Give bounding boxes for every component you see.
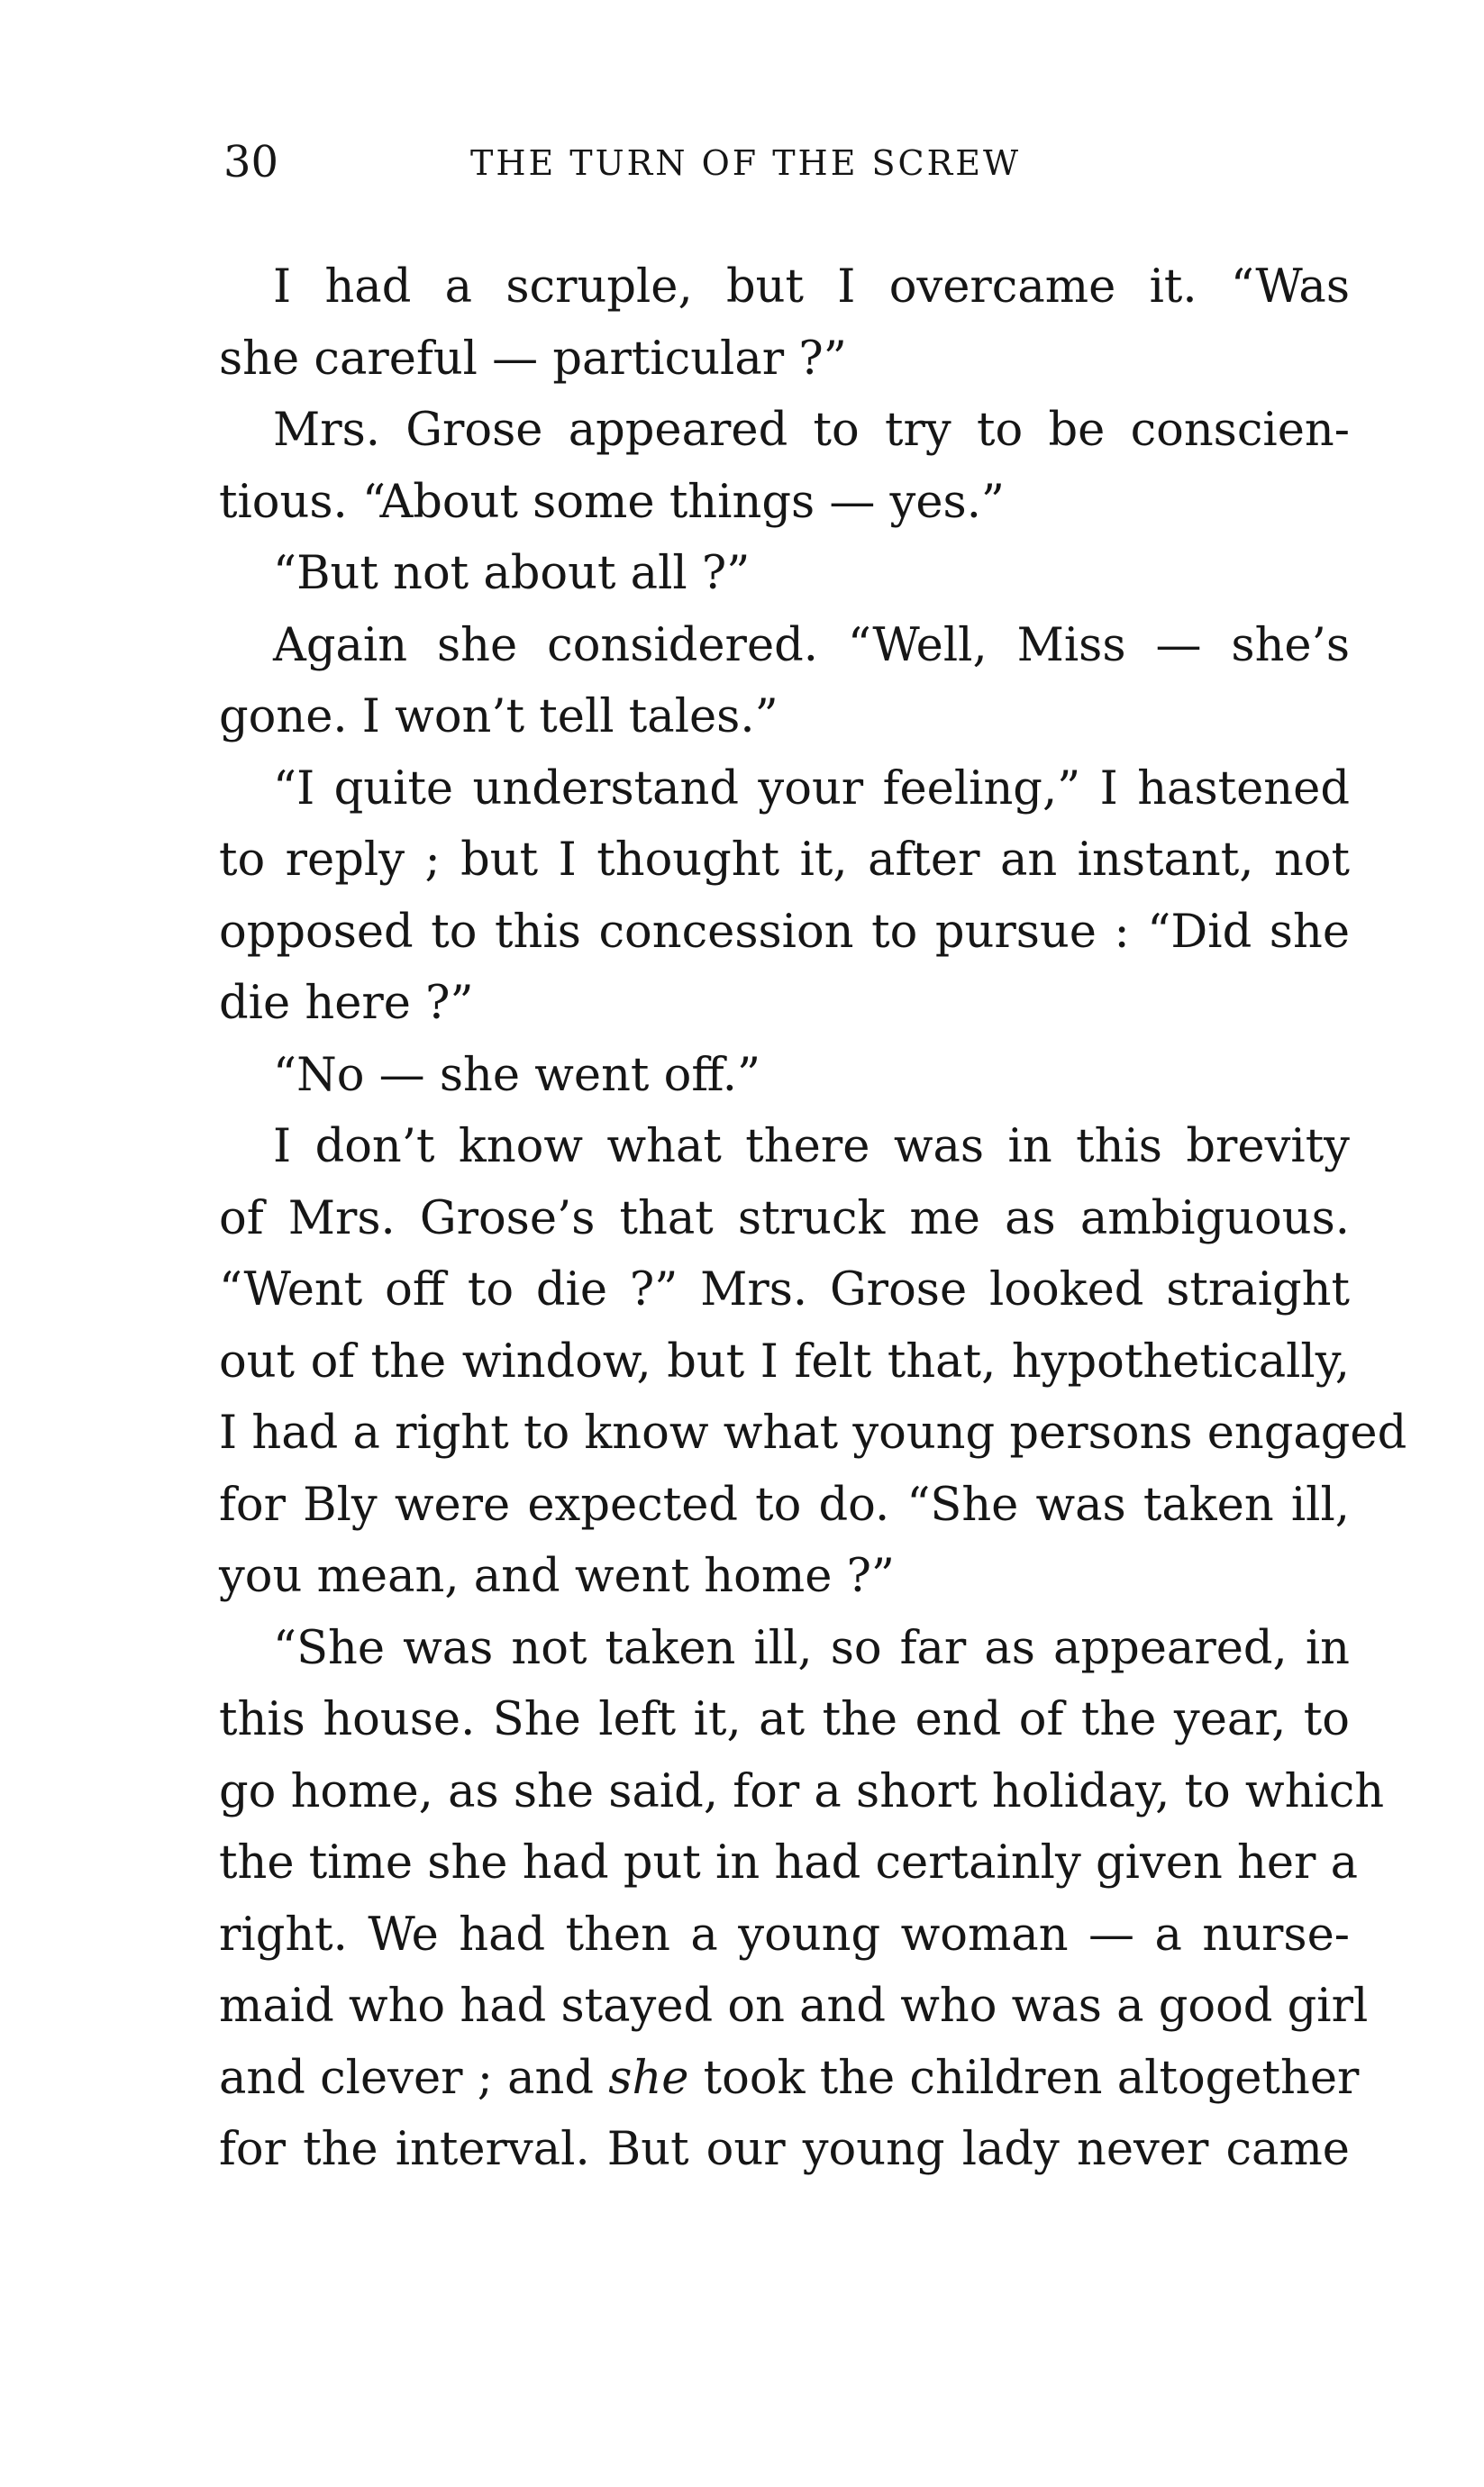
text-line: I had a right to know what young persons engaged xyxy=(219,1407,1407,1460)
text-line: the time she had put in had certainly given her a xyxy=(219,1836,1359,1890)
text-line: to reply ; but I thought it, after an instant, not xyxy=(219,834,1350,887)
text-line: you mean, and went home ?” xyxy=(219,1550,896,1603)
text-line: maid who had stayed on and who was a good girl xyxy=(219,1980,1369,2033)
text-line: for the interval. But our young lady never came xyxy=(219,2123,1350,2176)
page-number: 30 xyxy=(223,137,279,187)
text-line: “But not about all ?” xyxy=(273,547,751,600)
running-title: THE TURN OF THE SCREW xyxy=(470,143,1022,183)
italic-word: she xyxy=(608,2051,689,2105)
text-line: tious. “About some things — yes.” xyxy=(219,475,1006,529)
text-line: “Went off to die ?” Mrs. Grose looked straight xyxy=(219,1263,1350,1316)
text-line: out of the window, but I felt that, hypothetically, xyxy=(219,1335,1350,1389)
text-segment: and clever ; and xyxy=(219,2051,609,2105)
text-line: opposed to this concession to pursue : “Did she xyxy=(219,905,1350,959)
text-segment: took the children altogether xyxy=(688,2051,1360,2105)
text-line: she careful — particular ?” xyxy=(219,332,847,386)
text-line: go home, as she said, for a short holiday, to which xyxy=(219,1764,1385,1818)
text-line: gone. I won’t tell tales.” xyxy=(219,690,778,743)
text-line: “She was not taken ill, so far as appeared, in xyxy=(273,1621,1350,1675)
text-line-with-italic xyxy=(219,2043,1360,2115)
text-line: “I quite understand your feeling,” I hastened xyxy=(273,761,1350,815)
text-line: of Mrs. Grose’s that struck me as ambiguous. xyxy=(219,1191,1350,1245)
text-line: I had a scruple, but I overcame it. “Was xyxy=(273,260,1350,314)
text-line: die here ?” xyxy=(219,977,474,1030)
text-line: Mrs. Grose appeared to try to be conscien- xyxy=(273,404,1350,457)
text-line: “No — she went off.” xyxy=(273,1048,761,1102)
body-text xyxy=(219,251,1407,2186)
text-line: right. We had then a young woman — a nurse- xyxy=(219,1908,1350,1962)
page-header xyxy=(223,135,1350,189)
text-line: for Bly were expected to do. “She was taken ill, xyxy=(219,1478,1350,1532)
text-line: I don’t know what there was in this brevity xyxy=(273,1120,1350,1173)
text-line: Again she considered. “Well, Miss — she’s xyxy=(273,618,1350,672)
text-line: this house. She left it, at the end of the year, to xyxy=(219,1693,1350,1746)
